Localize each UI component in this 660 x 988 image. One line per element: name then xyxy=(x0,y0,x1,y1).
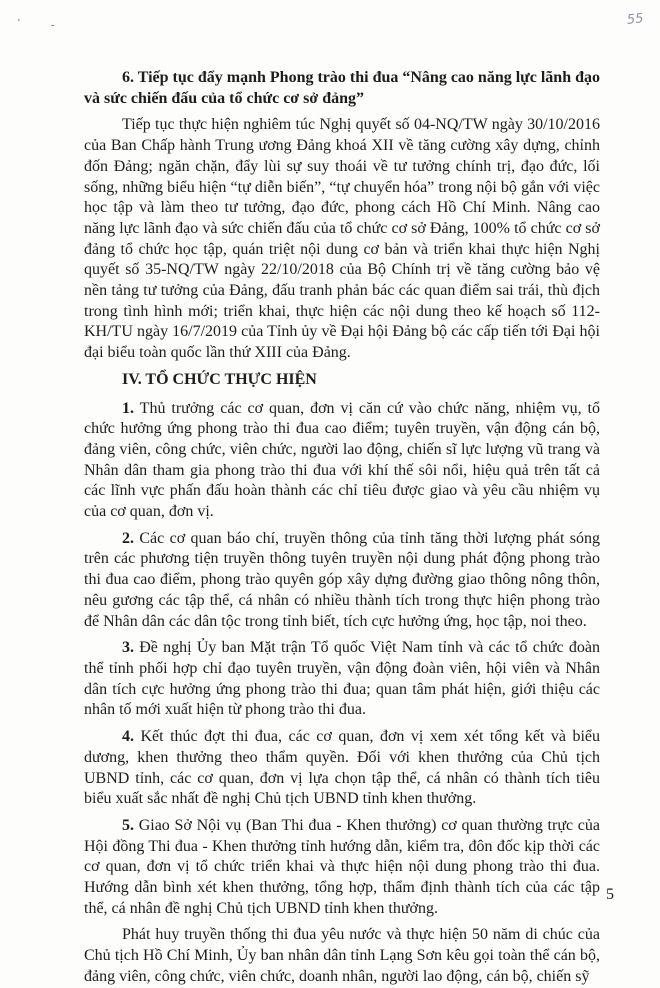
item-number: 3. xyxy=(122,639,134,657)
section-6-heading: 6. Tiếp tục đẩy mạnh Phong trào thi đua “Nâng cao năng lực lãnh đạo và sức chiến đấu của tổ chức cơ sở đảng” xyxy=(84,69,600,107)
scan-mark: - xyxy=(51,20,55,31)
closing-paragraph: Phát huy truyền thống thi đua yêu nước và thực hiện 50 năm di chúc của Chủ tịch Hồ Chí Minh, Ủy ban nhân dân tỉnh Lạng Sơn kêu gọi toàn thể cán bộ, đảng viên, công chức, viên chức, doanh nhân, người lao động, cán bộ, chiến sỹ xyxy=(84,926,600,985)
section-6-paragraph: Tiếp tục thực hiện nghiêm túc Nghị quyết số 04-NQ/TW ngày 30/10/2016 của Ban Chấp hành Trung ương Đảng khoá XII về tăng cường xây dựng, chỉnh đốn Đảng; ngăn chặn, đẩy lùi sự suy thoái về tư tưởng chính trị, đạo đức, lối sống, những biểu hiện “tự diễn biến”, “tự chuyển hóa” trong nội bộ gắn với việc học tập và làm theo tư tưởng, đạo đức, phong cách Hồ Chí Minh. Nâng cao năng lực lãnh đạo và sức chiến đấu của tổ chức cơ sở Đảng, 100% tổ chức cơ sở đảng tổ chức học tập, quán triệt nội dung cơ bản và triển khai thực hiện Nghị quyết số 35-NQ/TW ngày 22/10/2018 của Bộ Chính trị về tăng cường bảo vệ nền tảng tư tưởng của Đảng, đấu tranh phản bác các quan điểm sai trái, thù địch trong tình hình mới; triển khai, thực hiện các nội dung theo kế hoạch số 112-KH/TU ngày 16/7/2019 của Tỉnh ủy về Đại hội Đảng bộ các cấp tiến tới Đại hội đại biểu toàn quốc lần thứ XIII của Đảng. xyxy=(84,116,600,362)
scan-mark: ' xyxy=(18,18,20,29)
item-text: Các cơ quan báo chí, truyền thông của tỉnh tăng thời lượng phát sóng trên các phương tiện truyền thông tuyên truyền nội dung phát động phong trào thi đua cao điểm, phong trào quyên góp xây dựng đường giao thông nông thôn, nêu gương các tập thể, cá nhân có nhiều thành tích trong thực hiện phong trào để Nhân dân các dân tộc trong tỉnh biết, tích cực hưởng ứng, học tập, noi theo. xyxy=(84,529,600,630)
section-iv-heading: IV. TỔ CHỨC THỰC HIỆN xyxy=(122,370,317,388)
handwritten-page-number: 55 xyxy=(626,11,645,28)
item-text: Kết thúc đợt thi đua, các cơ quan, đơn vị xem xét tổng kết và biểu dương, khen thưởng theo thẩm quyền. Đối với khen thưởng của Chủ tịch UBND tỉnh, các cơ quan, đơn vị lựa chọn tập thể, cá nhân có thành tích tiêu biểu xuất sắc nhất đề nghị Chủ tịch UBND tỉnh khen thưởng. xyxy=(84,728,601,808)
item-text: Giao Sở Nội vụ (Ban Thi đua - Khen thưởng) cơ quan thường trực của Hội đồng Thi đua - Khen thưởng tỉnh hướng dẫn, kiểm tra, đôn đốc kịp thời các cơ quan, đơn vị tổ chức triển khai và thực hiện nội dung phong trào thi đua. Hướng dẫn bình xét khen thưởng, tổng hợp, thẩm định thành tích của các tập thể, cá nhân đề nghị Chủ tịch UBND tỉnh khen thưởng. xyxy=(84,816,600,917)
list-item xyxy=(84,399,600,523)
list-item xyxy=(84,816,600,920)
item-number: 5. xyxy=(122,816,134,834)
item-text: Thủ trưởng các cơ quan, đơn vị căn cứ vào chức năng, nhiệm vụ, tổ chức hưởng ứng phong trào thi đua cao điểm; tuyên truyền, vận động cán bộ, đảng viên, công chức, viên chức, người lao động, chiến sĩ lực lượng vũ trang và Nhân dân tham gia phong trào thi đua với khí thế sôi nổi, hiệu quả trên tất cả các lĩnh vực phấn đấu hoàn thành các chỉ tiêu được giao và yêu cầu nhiệm vụ của cơ quan, đơn vị. xyxy=(84,399,601,521)
item-number: 2. xyxy=(122,529,134,547)
list-item xyxy=(84,529,600,633)
document-body xyxy=(84,68,600,988)
item-number: 1. xyxy=(122,399,134,417)
page-number: 5 xyxy=(606,886,614,903)
list-item xyxy=(84,727,600,810)
list-item xyxy=(84,638,600,721)
item-number: 4. xyxy=(122,728,134,746)
item-text: Đề nghị Ủy ban Mặt trận Tổ quốc Việt Nam tỉnh và các tổ chức đoàn thể tỉnh phối hợp chỉ đạo tuyên truyền, vận động đoàn viên, hội viên và Nhân dân tích cực hưởng ứng phong trào thi đua; quan tâm phát hiện, giới thiệu các nhân tố mới xuất hiện từ phong trào thi đua. xyxy=(84,639,601,719)
